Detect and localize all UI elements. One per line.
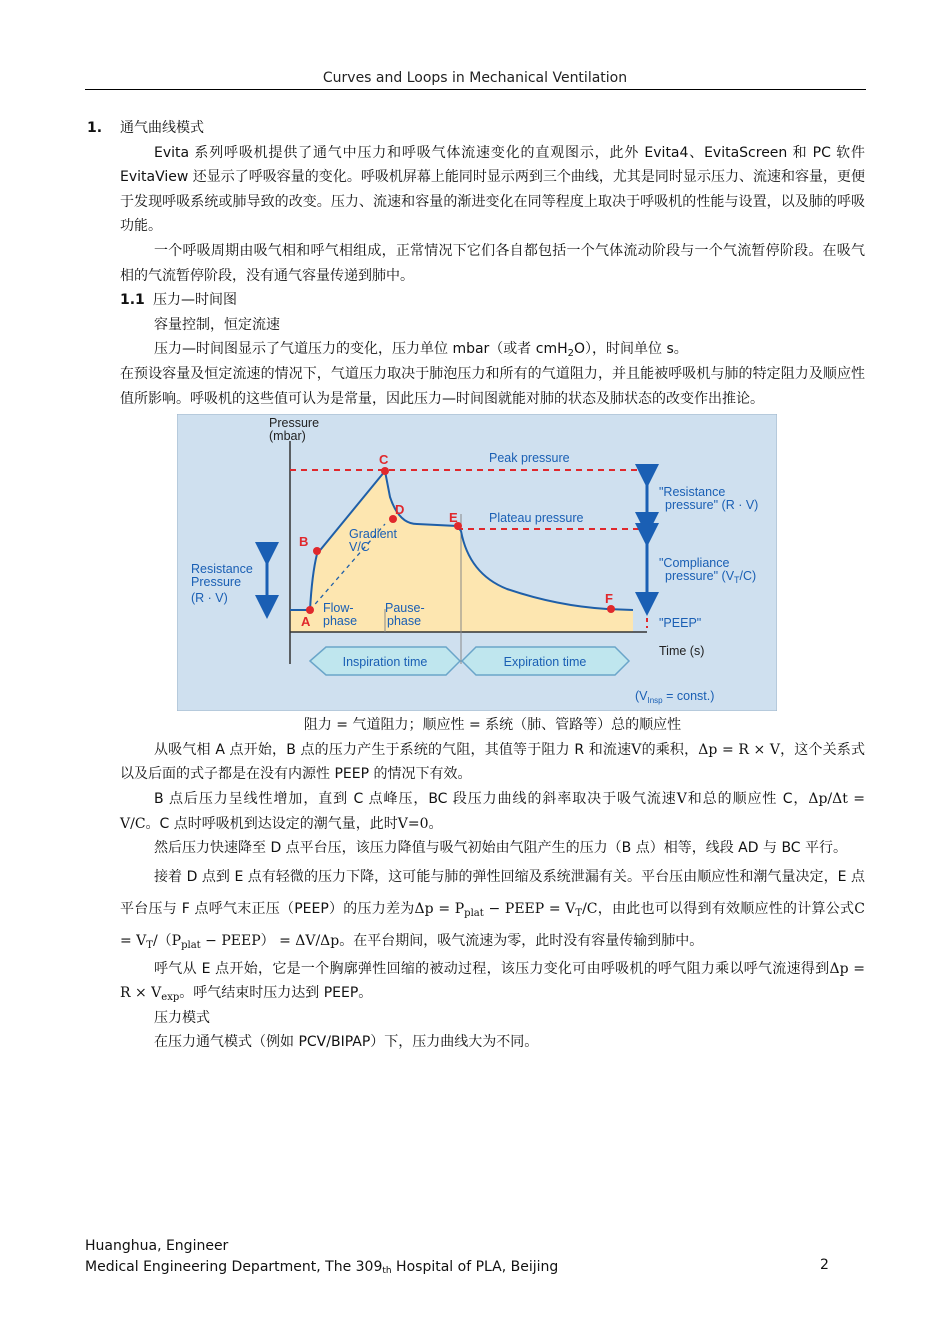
x-axis-title: Time (s): [659, 644, 705, 659]
pressure-time-diagram: [177, 414, 777, 711]
point-label-f: F: [605, 591, 613, 607]
point-f-marker: [607, 605, 615, 613]
compliance-label-1: "Compliance: [659, 556, 730, 571]
footer-author: Huanghua, Engineer: [85, 1238, 229, 1254]
paragraph: 一个呼吸周期由吸气相和呼气相组成，正常情况下它们各自都包括一个气体流动阶段与一个气流暂停阶段。在吸气相的气流暂停阶段，没有通气容量传递到肺中。: [120, 242, 865, 284]
resistance-right-label-1: "Resistance: [659, 485, 726, 500]
resistance-left-label-3: (R · V): [191, 591, 228, 606]
gradient-label-1: Gradient: [349, 527, 397, 542]
resistance-left-label-2: Pressure: [191, 575, 242, 590]
figure-caption: 阻力 = 气道阻力；顺应性 = 系统（肺、管路等）总的顺应性: [303, 717, 682, 734]
point-c-marker: [381, 467, 389, 475]
paragraph: 在预设容量及恒定流速的情况下，气道压力取决于肺泡压力和所有的气道阻力，并且能被呼吸机与肺的特定阻力及顺应性值所影响。呼吸机的这些值可认为是常量，因此压力—时间图就能对肺的状态及肺状态的改变作出推论。: [120, 365, 865, 407]
paragraph: B 点后压力呈线性增加，直到 C 点峰压，BC 段压力曲线的斜率取决于吸气流速V和总的顺应性 C，Δp/Δt = V/C。C 点时呼吸机到达设定的潮气量，此时V=0。: [120, 790, 865, 832]
y-axis-title-1: Pressure: [269, 416, 320, 431]
subsection-title: 压力—时间图: [153, 292, 237, 309]
point-label-d: D: [395, 502, 405, 518]
constant-flow-note: ($V_{Insp}$ = const.): [635, 689, 715, 706]
document-body: [87, 116, 866, 1055]
page-number: 2: [820, 1257, 829, 1273]
inspiration-time-label: Inspiration time: [342, 655, 428, 670]
paragraph: 然后压力快速降至 D 点平台压，该压力降值与吸气初始由气阻产生的压力（B 点）相等，线段 AD 与 BC 平行。: [154, 840, 848, 857]
peak-pressure-label: Peak pressure: [489, 451, 570, 466]
flow-phase-label-1: Flow-: [323, 601, 354, 616]
point-label-c: C: [379, 452, 389, 468]
page-header-title: Curves and Loops in Mechanical Ventilation: [322, 70, 628, 86]
flow-phase-label-2: phase: [323, 614, 358, 629]
compliance-label-2: pressure" $(V_T/C)$: [665, 569, 757, 586]
resistance-left-label-1: Resistance: [191, 562, 253, 577]
paragraph: 在压力通气模式（例如 PCV/BIPAP）下，压力曲线大为不同。: [154, 1034, 539, 1051]
point-b-marker: [313, 547, 321, 555]
header-rule: [85, 89, 866, 90]
point-label-e: E: [449, 510, 458, 526]
pause-phase-label-1: Pause-: [385, 601, 425, 616]
gradient-label-2: V/C: [349, 540, 370, 555]
paragraph: 接着 D 点到 E 点有轻微的压力下降，这可能与肺的弹性回缩及系统泄漏有关。平台压由顺应性和潮气量决定，E 点平台压与 F 点呼气末正压（PEEP）的压力差为$\Delta p = P_{plat}$ − PEEP = $V_T/C$，由此也可以得到有效顺应性的计算公式$C = V_T/(P_{plat}$ − PEEP） = ΔV/Δp。在平台期间，吸气流速为零，此时没有容量传输到肺中。: [120, 868, 866, 951]
section-heading: [87, 116, 865, 141]
pause-phase-label-2: phase: [387, 614, 422, 629]
point-label-a: A: [301, 614, 311, 630]
peep-label: "PEEP": [659, 616, 702, 631]
paragraph: 呼气从 E 点开始，它是一个胸廓弹性回缩的被动过程，该压力变化可由呼吸机的呼气阻力乘以呼气流速得到$\Delta p = R \times V_{exp}$。呼气结束时压力达到 PEEP。: [120, 960, 865, 1004]
point-label-b: B: [299, 534, 309, 550]
expiration-time-label: Expiration time: [503, 655, 587, 670]
resistance-right-label-2: pressure" (R · V): [665, 498, 759, 513]
y-axis-title-2: (mbar): [269, 429, 306, 444]
section-number: 1.: [87, 120, 103, 136]
mode-label: 压力模式: [154, 1009, 210, 1026]
mode-label: 容量控制，恒定流速: [154, 316, 280, 333]
paragraph: 从吸气相 A 点开始，B 点的压力产生于系统的气阻，其值等于阻力 R 和流速V的乘积，Δp = R × V，这个关系式以及后面的式子都是在没有内源性 PEEP 的情况下有效。: [120, 741, 865, 783]
footer-affiliation: Medical Engineering Department, The 309th Hospital of PLA, Beijing: [85, 1259, 559, 1276]
subsection-number: 1.1: [120, 292, 145, 309]
point-a-marker: [306, 606, 314, 614]
pressure-time-figure: [177, 414, 777, 711]
paragraph: 压力—时间图显示了气道压力的变化，压力单位 mbar（或者 cmH$_2$O），时间单位 s。: [154, 341, 688, 360]
page-footer: [85, 1236, 835, 1282]
subsection-heading: [120, 288, 865, 313]
plateau-pressure-label: Plateau pressure: [489, 511, 584, 526]
paragraph: Evita 系列呼吸机提供了通气中压力和呼吸气体流速变化的直观图示，此外 Evita4、EvitaScreen 和 PC 软件 EvitaView 还显示了呼吸容量的变化。呼吸机屏幕上能同时显示两到三个曲线，尤其是同时显示压力、流速和容量，更便于发现呼吸系统或肺导致的改变。压力、流速和容量的渐进变化在同等程度上取决于呼吸机的性能与设置，以及肺的呼吸功能。: [120, 144, 865, 235]
section-title: 通气曲线模式: [120, 120, 204, 136]
